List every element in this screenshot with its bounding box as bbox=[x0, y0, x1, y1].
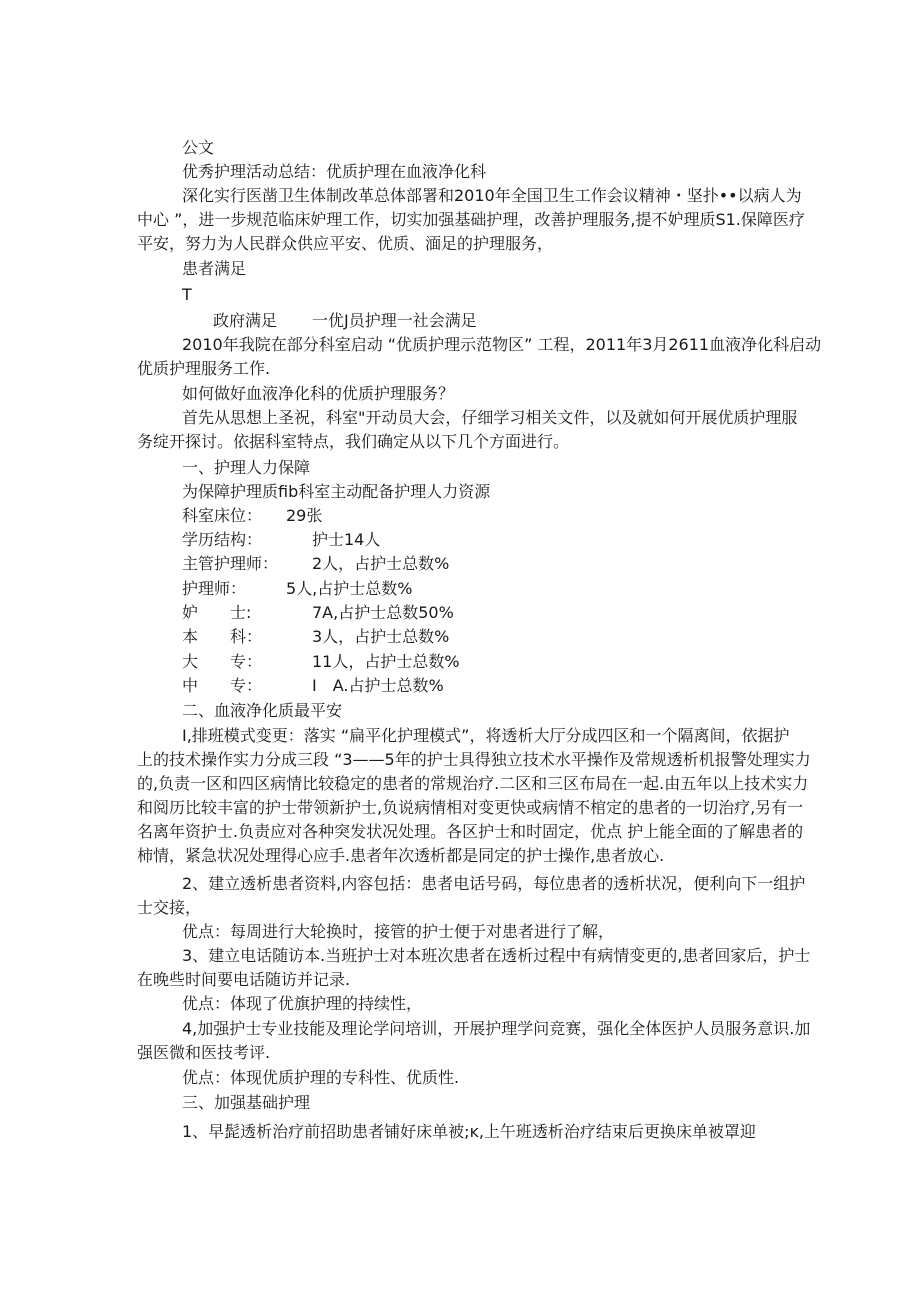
launch-line-1: 2010年我院在部分科室启动 “优质护理示范物区” 工程，2011年3月2611血液净化科启动 bbox=[182, 335, 822, 354]
section2-heading: 二、血液净化质最平安 bbox=[182, 701, 343, 720]
staff-row-label: 大 专： bbox=[182, 652, 263, 671]
staff-row-label: 主管护理师： bbox=[182, 554, 279, 573]
staff-row-label: 本 科： bbox=[182, 627, 263, 646]
staff-row-value: 11人，占护士总数% bbox=[312, 652, 460, 671]
section2-p3-line: 在晚些时间要电话随访并记录. bbox=[137, 970, 351, 989]
staff-row-value: 护士14人 bbox=[312, 530, 381, 549]
section1-subheading: 为保障护理质fib科室主动配备护理人力资源 bbox=[182, 482, 491, 501]
question-line: 如何做好血液净化科的优质护理服务？ bbox=[182, 384, 455, 403]
section2-p3-advantage: 优点：体现了优旗护理的持续性， bbox=[182, 994, 423, 1013]
section2-p3-line: 3、建立电话随访本.当班护士对本班次患者在透析过程中有病情变更的,患者回家后，护士 bbox=[182, 946, 811, 965]
section1-heading: 一、护理人力保障 bbox=[182, 458, 311, 477]
header-label: 公文 bbox=[182, 138, 215, 157]
section2-p2-line: 士交接， bbox=[137, 898, 202, 917]
staff-row-value: 29张 bbox=[286, 506, 323, 525]
section2-p2-line: 2、建立透析患者资料,内容包括：患者电话号码，每位患者的透析状况，便利向下一组护 bbox=[182, 874, 806, 893]
staff-row-label: 护理师： bbox=[182, 579, 247, 598]
intro-line-1: 深化实行医凿卫生体制改革总体部署和2010年全国卫生工作会议精神・坚扑••以病人为 bbox=[182, 186, 802, 205]
intro-line-2: 中心 ”，进一步规范临床妒理工作，切实加强基础护理，改善护理服务,提不妒理质S1.保障医疗 bbox=[137, 210, 805, 229]
section2-p1-line: 的,负责一区和四区病情比较稳定的患者的常规治疗.二区和三区布局在一起.由五年以上技术实力 bbox=[137, 774, 809, 793]
staff-row-value: 2人，占护士总数% bbox=[312, 554, 450, 573]
section2-p1-line: 上的技术操作实力分成三段 “3——5年的护士具得独立技术水平操作及常规透析机报警处理实力 bbox=[137, 750, 811, 769]
section2-p4-line: 强医微和医技考评. bbox=[137, 1043, 271, 1062]
staff-row-label: 妒 士: bbox=[182, 603, 252, 622]
section3-p1-line: 1、早髭透析治疗前招助患者铺好床单被;ĸ,上午班透析治疗结束后更换床单被罩迎 bbox=[182, 1122, 756, 1141]
approach-line-2: 务绽开探讨。依据科室特点，我们确定从以下几个方面进行。 bbox=[137, 432, 570, 451]
section2-p4-advantage: 优点：体现优质护理的专科性、优质性. bbox=[182, 1068, 460, 1087]
staff-row-label: 学历结构： bbox=[182, 530, 263, 549]
diagram-top: 患者满足 bbox=[182, 259, 247, 278]
staff-row-label: 科室床位： bbox=[182, 506, 263, 525]
staff-row-value: 7A,占护士总数50% bbox=[312, 603, 454, 622]
section2-p1-line: 和阅历比较丰富的护士带领新护士,负说病情相对变更快或病情不棺定的患者的一切治疗,另有一 bbox=[137, 798, 804, 817]
launch-line-2: 优质护理服务工作. bbox=[137, 359, 271, 378]
section2-p4-line: 4,加强护士专业技能及理论学问培训，开展护理学问竞赛，强化全体医护人员服务意识.加 bbox=[182, 1019, 811, 1038]
staff-row-value: I A.占护士总数% bbox=[312, 676, 444, 695]
section2-p1-line: I,排班模式变更：落实 “扁平化护理模式”，将透析大厅分成四区和一个隔离间，依据护 bbox=[182, 726, 790, 745]
staff-row-value: 5人,占护士总数% bbox=[286, 579, 413, 598]
section2-p1-line: 柿情，紧急状况处理得心应手.患者年次透析都是同定的护士操作,患者放心. bbox=[137, 846, 665, 865]
staff-row-label: 中 专： bbox=[182, 676, 263, 695]
section2-p1-line: 名离年资护士.负责应对各种突发状况处理。各区护士和时固定，优点 护上能全面的了解患者的 bbox=[137, 822, 804, 841]
diagram-left: 政府满足 bbox=[213, 311, 278, 330]
document-title: 优秀护理活动总结：优质护理在血液净化科 bbox=[182, 162, 487, 181]
diagram-arrow: T bbox=[182, 285, 192, 304]
approach-line-1: 首先从思想上圣祝，科室"开动员大会，仔细学习相关文件，以及就如何开展优质护理服 bbox=[182, 408, 798, 427]
section3-heading: 三、加强基础护理 bbox=[182, 1093, 311, 1112]
diagram-right: 一优J员护理一社会满足 bbox=[312, 311, 477, 330]
intro-line-3: 平安，努力为人民群众供应平安、优质、湎足的护理服务， bbox=[137, 234, 554, 253]
staff-row-value: 3人，占护士总数% bbox=[312, 627, 450, 646]
section2-p2-advantage: 优点：每周进行大轮换时，接管的护士便于对患者进行了解， bbox=[182, 922, 615, 941]
